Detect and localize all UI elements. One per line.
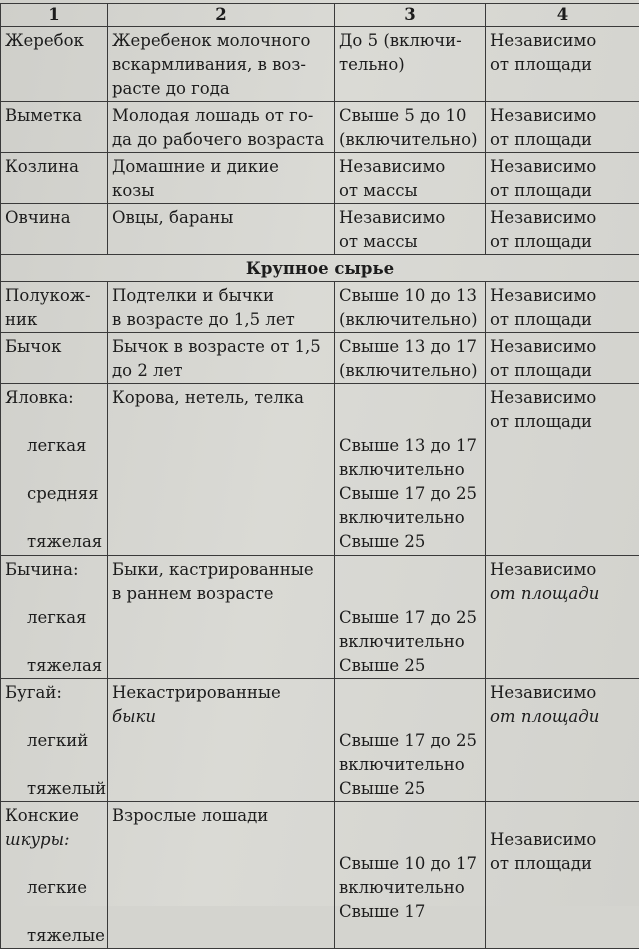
cell-name: Выметка <box>1 102 108 153</box>
table-row <box>1 204 639 255</box>
table-row <box>1 27 639 102</box>
table-row <box>1 556 639 679</box>
table-row <box>1 102 639 153</box>
cell-area: Независимо от площади <box>486 556 639 679</box>
table-row <box>1 153 639 204</box>
header-col-1: 1 <box>1 4 108 27</box>
cell-weight: Свыше 13 до 17 (включительно) <box>335 333 486 384</box>
cell-weight: Свыше 17 до 25 включительно Свыше 25 <box>335 556 486 679</box>
table-row <box>1 282 639 333</box>
cell-area: Независимо от площади <box>486 27 639 102</box>
cell-description: Молодая лошадь от го- да до рабочего возраста <box>108 102 335 153</box>
cell-area: Независимо от площади <box>486 802 639 949</box>
cell-area: Независимо от площади <box>486 204 639 255</box>
cell-description: Взрослые лошади <box>108 802 335 949</box>
section-row <box>1 255 639 282</box>
header-col-3: 3 <box>335 4 486 27</box>
section-title: Крупное сырье <box>1 255 639 282</box>
cell-name: Жеребок <box>1 27 108 102</box>
table-row <box>1 679 639 802</box>
cell-name: Бычина: легкая тяжелая <box>1 556 108 679</box>
header-row <box>1 4 639 27</box>
cell-name: Конские шкуры: легкие тяжелые <box>1 802 108 949</box>
cell-description: Бычок в возрасте от 1,5 до 2 лет <box>108 333 335 384</box>
cell-description: Жеребенок молочного вскармливания, в воз- расте до года <box>108 27 335 102</box>
cell-name: Полукож- ник <box>1 282 108 333</box>
cell-area: Независимо от площади <box>486 102 639 153</box>
table-row <box>1 333 639 384</box>
cell-weight: Свыше 10 до 17 включительно Свыше 17 <box>335 802 486 949</box>
cell-area: Независимо от площади <box>486 282 639 333</box>
cell-weight: Свыше 13 до 17 включительно Свыше 17 до 25 включительно Свыше 25 <box>335 384 486 556</box>
cell-name: Козлина <box>1 153 108 204</box>
cell-description: Некастрированные быки <box>108 679 335 802</box>
cell-description: Домашние и дикие козы <box>108 153 335 204</box>
cell-weight: Независимо от массы <box>335 153 486 204</box>
cell-description: Подтелки и бычки в возрасте до 1,5 лет <box>108 282 335 333</box>
cell-area: Независимо от площади <box>486 384 639 556</box>
cell-name: Яловка: легкая средняя тяжелая <box>1 384 108 556</box>
cell-description: Быки, кастрированные в раннем возрасте <box>108 556 335 679</box>
cell-description: Овцы, бараны <box>108 204 335 255</box>
cell-area: Независимо от площади <box>486 679 639 802</box>
table-row <box>1 384 639 556</box>
cell-weight: Свыше 5 до 10 (включительно) <box>335 102 486 153</box>
header-col-2: 2 <box>108 4 335 27</box>
cell-name: Бычок <box>1 333 108 384</box>
cell-weight: Свыше 17 до 25 включительно Свыше 25 <box>335 679 486 802</box>
cell-area: Независимо от площади <box>486 333 639 384</box>
cell-weight: До 5 (включи- тельно) <box>335 27 486 102</box>
cell-area: Независимо от площади <box>486 153 639 204</box>
cell-weight: Свыше 10 до 13 (включительно) <box>335 282 486 333</box>
cell-name: Овчина <box>1 204 108 255</box>
cell-weight: Независимо от массы <box>335 204 486 255</box>
hide-classification-table <box>0 3 639 949</box>
cell-name: Бугай: легкий тяжелый <box>1 679 108 802</box>
table-row <box>1 802 639 949</box>
cell-description: Корова, нетель, телка <box>108 384 335 556</box>
header-col-4: 4 <box>486 4 639 27</box>
